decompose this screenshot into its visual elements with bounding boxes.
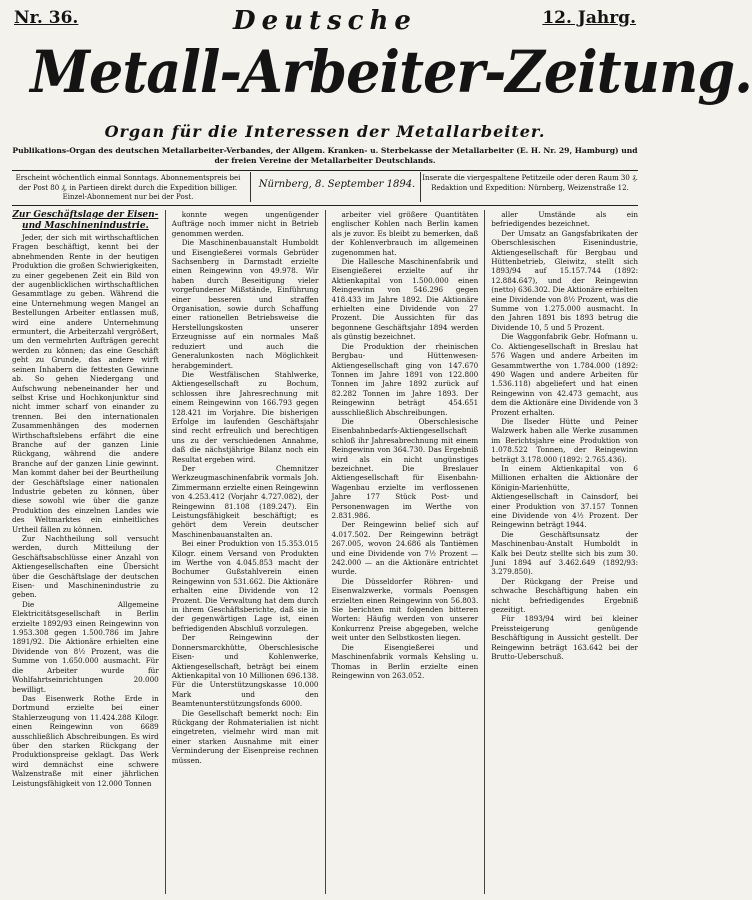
divider-info-left xyxy=(250,172,251,202)
paragraph: Das Eisenwerk Rothe Erde in Dortmund erzielte bei einer Stahlerzeugung von 11.424.288 Kilogr. einen Reingewinn von 6689 ausschließlich Abschreibungen. Es wird über den starken Rückgang der Produktionspreise geklagt. Das Werk wird demnächst eine schwere Walzenstraße mit einer jährlichen Leistungsfähigkeit von 12.000 Tonnen xyxy=(12,693,159,788)
paragraph: In einem Aktienkapital von 6 Millionen erhalten die Aktionäre der Königin-Marienhütte, Aktiengesellschaft in Cainsdorf, bei einer Produktion von 37.157 Tonnen eine Dividende von 4½ Prozent. Der Reingewinn beträgt 1944. xyxy=(491,463,638,530)
header-topline xyxy=(14,6,636,36)
dateline: Nürnberg, 8. September 1894. xyxy=(258,179,416,190)
column-divider xyxy=(484,210,485,894)
info-bar xyxy=(12,174,638,204)
subscription-info: Erscheint wöchentlich einmal Sonntags. Abonnementspreis bei der Post 80 ₰, in Partieen direkt durch die Expedition billiger. Einzel-Abonnement nur bei der Post. xyxy=(15,174,241,201)
divider-top xyxy=(12,170,638,171)
article-heading: Zur Geschäftslage der Eisen- und Maschinenindustrie. xyxy=(12,210,159,231)
paragraph: Die Produktion der rheinischen Bergbau- und Hüttenwesen-Aktiengesellschaft ging von 147.670 Tonnen im Jahre 1891 von 122.800 Tonnen im Jahre 1892 zurück auf 82.282 Tonnen im Jahre 1893. Der Reingewinn beträgt 454.651 ausschließlich Abschreibungen. xyxy=(331,341,479,417)
paragraph: Die Hallesche Maschinenfabrik und Eisengießerei erzielte auf ihr Aktienkapital von 1.500.000 einen Reingewinn von 546.296 gegen 418.433 im Jahre 1892. Die Aktionäre erhielten eine Dividende von 27 Prozent. Die Aussichten für das begonnene Geschäftsjahr 1894 werden als günstig bezeichnet. xyxy=(331,257,479,342)
text-column-3 xyxy=(332,210,479,894)
divider-info-right xyxy=(420,172,421,202)
paragraph: Die Waggonfabrik Gebr. Hofmann u. Co. Aktiengesellschaft in Breslau hat 576 Wagen und andere Arbeiten im Gesammtwerthe von 1.784.000 (1892: 490 Wagen und andere Arbeiten für 1.536.118) abgeliefert und hat einen Reingewinn von 42.473 gemacht, aus dem die Aktionäre eine Dividende von 3 Prozent erhalten. xyxy=(491,332,638,417)
paragraph: Die Düsseldorfer Röhren- und Eisenwalzwerke, vormals Poensgen erzielten einen Reingewinn von 56.803. Sie berichten mit folgenden bitteren Worten: Häufig werden von unserer Konkurrenz Preise abgegeben, welche weit unter den Selbstkosten liegen. xyxy=(331,576,479,643)
column-divider xyxy=(165,210,166,894)
paragraph: Zur Nachtheilung soll versucht werden, durch Mitteilung der Geschäftsabschlüsse einer Anzahl von Aktiengesellschaften eine Übersicht über die Geschäftslage der deutschen Eisen- und Maschinenindustrie zu geben. xyxy=(12,534,159,600)
issue-number: Nr. 36. xyxy=(14,8,79,28)
masthead-subtitle: Organ für die Interessen der Metallarbeiter. xyxy=(104,122,546,141)
masthead-title: Metall-Arbeiter-Zeitung. xyxy=(30,38,752,106)
text-column-4 xyxy=(491,210,638,894)
paragraph: Die Geschäftsunsatz der Maschinenbau-Anstalt Humboldt in Kalk bei Deutz stellte sich bis zum 30. Juni 1894 auf 3.462.649 (1892/93: 3.279.850). xyxy=(491,529,638,577)
text-column-1 xyxy=(12,210,159,894)
paragraph: aller Umstände als ein befriedigendes bezeichnet. xyxy=(491,210,638,229)
paragraph: konnte wegen ungenügender Aufträge noch immer nicht in Betrieb genommen werden. xyxy=(171,210,319,238)
paragraph: Die Eisengießerei und Maschinenfabrik vormals Kehsling u. Thomas in Berlin erzielte einen Reingewinn von 263.052. xyxy=(331,642,479,680)
volume-number: 12. Jahrg. xyxy=(542,8,636,28)
masthead-kicker: Deutsche xyxy=(233,6,417,36)
paragraph: Die Oberschlesische Eisenbahnbedarfs-Aktiengesellschaft schloß ihr Jahresabrechnung mit einem Reingewinn von 364.730. Das Ergebniß wird als ein nicht ungünstiges bezeichnet. Die Breslauer Aktiengesellschaft für Eisenbahn-Wagenbau erzielte im verflossenen Jahre 177 Stück Post- und Personenwagen im Werthe von 2.831.986. xyxy=(331,416,479,520)
publication-line: Publikations-Organ des deutschen Metallarbeiter-Verbandes, der Allgem. Kranken- u. Sterbekasse der Metallarbeiter (E. H. Nr. 29, Hamburg) und der freien Vereine der Metallarbeiter Deutschlands. xyxy=(12,146,638,165)
paragraph: Die Ilseder Hütte und Peiner Walzwerk haben alle Werke zusammen im Berichtsjahre eine Produktion von 1.078.522 Tonnen, der Reingewinn beträgt 3.178.000 (1892: 2.765.436). xyxy=(491,416,638,464)
paragraph: Die Westfälischen Stahlwerke, Aktiengesellschaft zu Bochum, schlossen ihre Jahresrechnung mit einem Reingewinn von 166.793 gegen 128.421 im Vorjahre. Die bisherigen Erfolge im laufenden Geschäftsjahr sind recht erfreulich und berechtigen uns zu der verschiedenen Annahme, daß die nächstjährige Bilanz noch ein Resultat ergeben wird. xyxy=(171,369,319,464)
divider-bottom xyxy=(12,205,638,206)
paragraph: Der Umsatz an Gangsfabrikaten der Oberschlesischen Eisenindustrie, Aktiengesellschaft für Bergbau und Hüttenbetrieb, Gleiwitz, stellt sich 1893/94 auf 15.157.744 (1892: 12.884.647), und der Reingewinn (netto) 636.302. Die Aktionäre erhielten eine Dividende von 8½ Prozent, was die Summe von 1.275.000 ausmacht. In den Jahren 1891 bis 1893 betrug die Dividende 10, 5 und 5 Prozent. xyxy=(491,228,638,332)
paragraph: Jeder, der sich mit wirthschaftlichen Fragen beschäftigt, kennt bei der abnehmenden Rente in der heutigen Produktion die großen Schwierigkeiten, zu einer gegebenen Zeit ein Bild von der augenblicklichen wirthschaftlichen Gesammtlage zu geben. Während die eine Unternehmung wegen Mangel an Bestellungen Arbeiter entlassen muß, wird eine andere Unternehmung ermuntert, die Arbeiterzahl vergrößert, um den vermehrten Aufträgen gerecht werden zu können; das eine Geschäft geht zu Grunde, das andere wirft seinen Inhabern die fettesten Gewinne ab. So gehen Niedergang und Aufschwung nebeneinander her und selbst Krise und Hochkonjunktur sind nicht immer scharf von einander zu trennen. Bei den internationalen Zusammenhängen des modernen Wirthschaftslebens erfährt die eine Branche auf der ganzen Linie Rückgang, während die andere Branche auf der ganzen Linie gewinnt. Man kommt daher bei der Beurtheilung der Geschäftslage einer nationalen Industrie gebeten zu können, über diese sowohl wie über die ganze Produktion des einzelnen Landes wie des Weltmarktes ein einheitliches Urtheil fällen zu können. xyxy=(12,233,159,534)
paragraph: Bei einer Produktion von 15.353.015 Kilogr. einem Versand von Produkten im Werthe von 4.045.853 macht der Bochumer Gußstahlverein einen Reingewinn von 531.662. Die Aktionäre erhalten eine Dividende von 12 Prozent. Die Verwaltung hat dem durch in ihrem Geschäftsberichte, daß sie in der gegenwärtigen Lage ist, einen befriedigenden Abschluß vorzulegen. xyxy=(171,539,319,633)
paragraph: Der Reingewinn belief sich auf 4.017.502. Der Reingewinn beträgt 267.005, wovon 24.686 als Tantièmen und eine Dividende von 7½ Prozent — 242.000 — an die Aktionäre entrichtet wurde. xyxy=(331,520,479,577)
text-column-2 xyxy=(172,210,319,894)
paragraph: Der Reingewinn der Donnersmarckhütte, Oberschlesische Eisen- und Kohlenwerke, Aktiengesellschaft, beträgt bei einem Aktienkapital von 10 Millionen 696.138. Für die Unterstützungskasse 10.000 Mark und den Beamtenunterstützungsfonds 6000. xyxy=(171,633,319,709)
paragraph: Der Rückgang der Preise und schwache Beschäftigung haben ein nicht befriedigendes Ergebniß gezeitigt. xyxy=(491,576,638,615)
paragraph: Die Allgemeine Elektricitätsgesellschaft in Berlin erzielte 1892/93 einen Reingewinn von 1.953.308 gegen 1.500.786 im Jahre 1891/92. Die Aktionäre erhielten eine Dividende von 8½ Prozent, was die Summe von 1.650.000 ausmacht. Für die Arbeiter wurde für Wohlfahrtseinrichtungen 20.000 bewilligt. xyxy=(12,599,159,694)
paragraph: Der Chemnitzer Werkzeugmaschinenfabrik vormals Joh. Zimmermann erzielte einen Reingewinn von 4.253.412 (Vorjahr 4.727.082), der Reingewinn 81.108 (189.247). Ein Leistungsfähigkeit beschäftigt; es gehört dem Verein deutscher Maschinenbauanstalten an. xyxy=(171,463,319,539)
advertising-info: Inserate die viergespaltene Petitzeile oder deren Raum 30 ₰. Redaktion und Expedition: Nürnberg, Weizenstraße 12. xyxy=(422,174,638,192)
paragraph: arbeiter viel größere Quantitäten englischer Kohlen nach Berlin kamen als je zuvor. Es bleibt zu bemerken, daß der Kohlenverbrauch im allgemeinen zugenommen hat. xyxy=(331,210,479,257)
article-body xyxy=(12,210,638,894)
paragraph: Die Maschinenbauanstalt Humboldt und Eisengießerei vormals Gebrüder Sachsenberg in Darmstadt erzielte einen Reingewinn von 49.978. Wir haben durch Beseitigung vieler vorgefundener Mißstände, Einführung einer besseren und straffen Organisation, sowie durch Schaffung einer rationellen Betriebsweise die Herstellungskosten unserer Erzeugnisse auf ein normales Maß reduziert und auch die Generalunkosten nach Möglichkeit herabgemindert. xyxy=(171,238,319,370)
paragraph: Die Gesellschaft bemerkt noch: Ein Rückgang der Rohmaterialien ist nicht eingetreten, vielmehr wird man mit einer starken Ausnahme mit einer Verminderung der Eisenpreise rechnen müssen. xyxy=(171,708,319,765)
paragraph: Für 1893/94 wird bei kleiner Preissteigerung genügende Beschäftigung in Aussicht gestellt. Der Reingewinn beträgt 163.642 bei der Brutto-Ueberschuß. xyxy=(491,614,638,662)
column-divider xyxy=(325,210,326,894)
